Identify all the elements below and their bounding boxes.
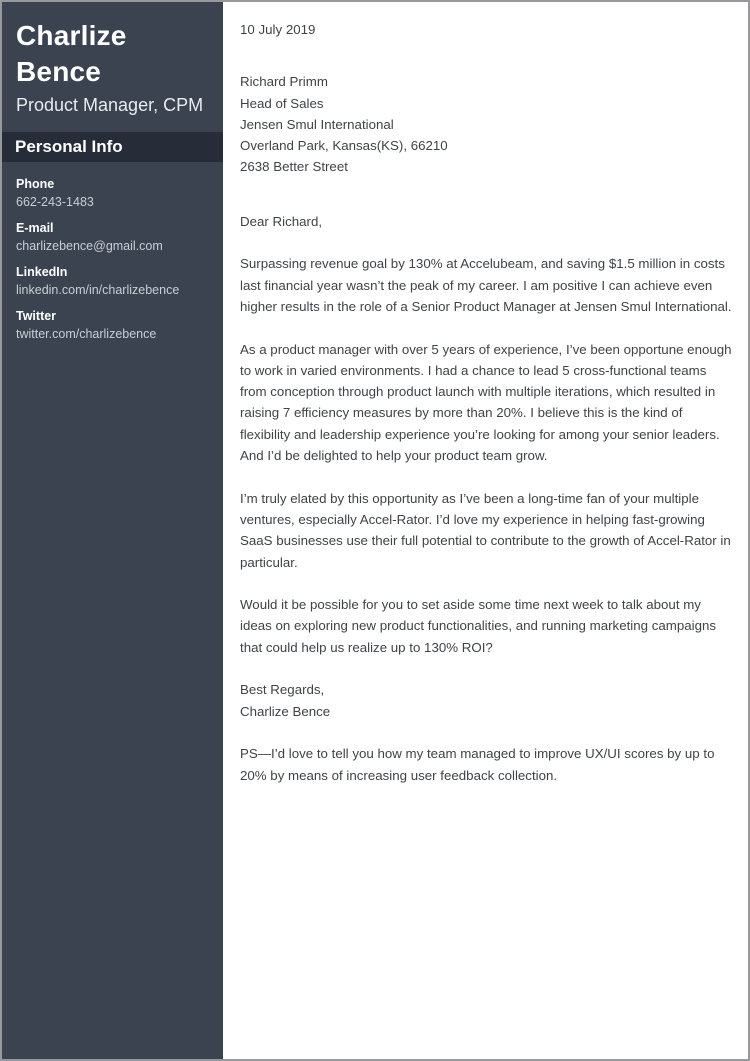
postscript: PS—I’d love to tell you how my team managed to improve UX/UI scores by up to 20% by means of increasing user feedback collection. xyxy=(240,746,715,783)
email-value: charlizebence@gmail.com xyxy=(16,239,163,253)
sidebar xyxy=(0,0,223,1061)
contact-item-phone xyxy=(16,175,207,211)
contact-item-twitter xyxy=(16,307,207,343)
recipient-city: Overland Park, Kansas(KS), 66210 xyxy=(240,138,448,154)
letter-body xyxy=(223,2,748,1059)
job-title: Product Manager, CPM xyxy=(16,95,204,115)
recipient-block xyxy=(240,71,735,177)
paragraph-call-to-action: Would it be possible for you to set aside some time next week to talk about my ideas on exploring new product functionalities, and running marketing campaigns that could help us realize up to 130% ROI? xyxy=(240,597,717,655)
linkedin-value: linkedin.com/in/charlizebence xyxy=(16,283,180,297)
recipient-company: Jensen Smul International xyxy=(240,116,394,132)
contact-item-linkedin xyxy=(16,263,207,299)
phone-value: 662-243-1483 xyxy=(16,195,94,209)
recipient-street: 2638 Better Street xyxy=(240,159,348,175)
email-label: E-mail xyxy=(16,221,54,235)
personal-info-label: Personal Info xyxy=(15,137,123,156)
paragraph-experience: As a product manager with over 5 years of experience, I’ve been opportune enough to work in varied environments. I had a chance to lead 5 cross-functional teams from conception through product launch with multiple iterations, which resulted in raising 7 efficiency measures by more than 20%. I believe this is the kind of flexibility and leadership experience you’re looking for among your senior leaders. And I’d be delighted to help your product team grow. xyxy=(240,341,732,464)
paragraph-intro: Surpassing revenue goal by 130% at Accelubeam, and saving $1.5 million in costs last financial year wasn’t the peak of my career. I am positive I can achieve even higher results in the role of a Senior Product Manager at Jensen Smul International. xyxy=(240,256,732,314)
phone-label: Phone xyxy=(16,177,55,191)
closing: Best Regards, xyxy=(240,682,325,698)
person-name: Charlize Bence xyxy=(16,20,127,87)
signature: Charlize Bence xyxy=(240,703,331,719)
contact-item-email xyxy=(16,219,207,255)
contact-list xyxy=(0,162,223,343)
salutation: Dear Richard, xyxy=(240,213,323,229)
sidebar-header xyxy=(0,0,223,116)
personal-info-section-header xyxy=(0,132,223,162)
twitter-label: Twitter xyxy=(16,309,57,323)
linkedin-label: LinkedIn xyxy=(16,265,68,279)
paragraph-motivation: I’m truly elated by this opportunity as I’ve been a long-time fan of your multiple ventures, especially Accel-Rator. I’d love my experience in helping fast-growing SaaS businesses use their full potential to contribute to the growth of Accel-Rator in particular. xyxy=(240,490,731,570)
letter-date: 10 July 2019 xyxy=(240,22,316,37)
signoff-block xyxy=(240,679,735,722)
twitter-value: twitter.com/charlizebence xyxy=(16,327,157,341)
recipient-name: Richard Primm xyxy=(240,74,328,90)
recipient-title: Head of Sales xyxy=(240,95,324,111)
